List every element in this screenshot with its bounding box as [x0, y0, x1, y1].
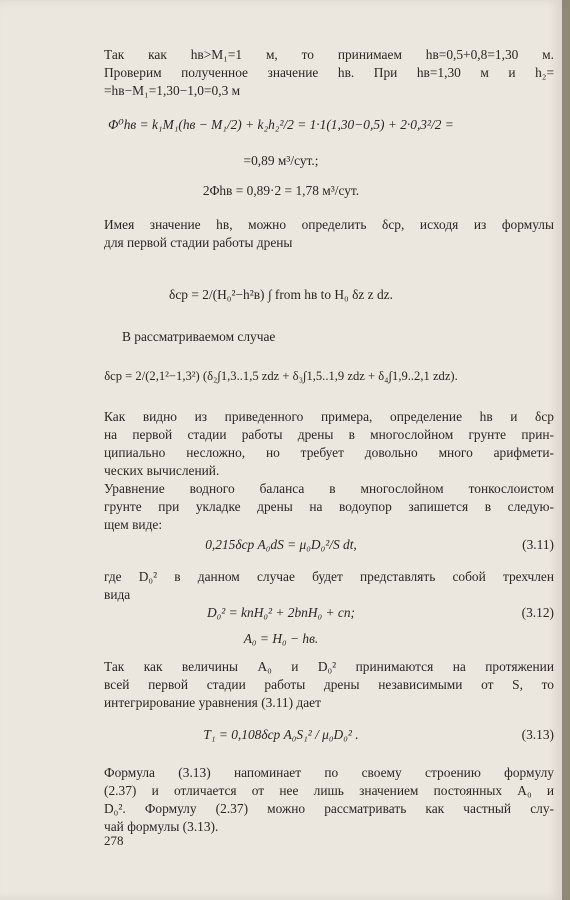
- equation-number: (3.12): [521, 605, 554, 620]
- page-number: 278: [104, 833, 124, 848]
- equation: D₀² = knH₀² + 2bnH₀ + cn;: [206, 605, 356, 620]
- text-line: чай формулы (3.13).: [104, 819, 219, 834]
- text-line: Формула (3.13) напоминает по своему строению формулу: [104, 765, 554, 780]
- page-edge: [562, 0, 570, 900]
- text-line: где D₀² в данном случае будет представлять собой трехчлен: [104, 569, 554, 584]
- text-line: Уравнение водного баланса в многослойном тонкослоистом: [104, 481, 554, 496]
- text-line: =hв−M₁=1,30−1,0=0,3 м: [104, 83, 241, 98]
- equation: A₀ = H₀ − hв.: [243, 631, 319, 646]
- text-line: всей первой стадии работы дрены независимыми от S, то: [104, 677, 554, 692]
- equation: =0,89 м³/сут.;: [243, 153, 319, 168]
- text-line: грунте при укладке дрены на водоупор запишется в следую-: [104, 499, 554, 514]
- equation: 0,215δср A₀dS = μ₀D₀²/S dt,: [205, 537, 357, 552]
- text-line: Проверим полученное значение hв. При hв=1,30 м и h₂=: [104, 65, 554, 80]
- text-line: Так как величины A₀ и D₀² принимаются на протяжении: [104, 659, 554, 674]
- equation: Φ⁰hв = k₁M₁(hв − M₁/2) + k₂h₂²/2 = 1·1(1,30−0,5) + 2·0,3²/2 =: [108, 117, 454, 132]
- text-line: щем виде:: [104, 517, 163, 532]
- text-line: (2.37) и отличается от нее лишь значением постоянных A₀ и: [104, 783, 554, 798]
- text-line: ципиально несложно, но требует довольно много арифмети-: [104, 445, 554, 460]
- equation: δср = 2/(H₀²−h²в) ∫ from hв to H₀ δz z dz.: [169, 287, 393, 302]
- text-line: Имея значение hв, можно определить δср, исходя из формулы: [104, 217, 554, 232]
- equation: T₁ = 0,108δср A₀S₁² / μ₀D₀² .: [203, 727, 359, 742]
- text-line: интегрирование уравнения (3.11) дает: [104, 695, 321, 710]
- text-line: для первой стадии работы дрены: [104, 235, 293, 250]
- equation: δср = 2/(2,1²−1,3²) (δ₂∫1,3..1,5 zdz + δ₃∫1,5..1,9 zdz + δ₄∫1,9..2,1 zdz).: [104, 369, 458, 383]
- text-line: ческих вычислений.: [104, 463, 220, 478]
- equation: 2Φhв = 0,89·2 = 1,78 м³/сут.: [202, 183, 360, 198]
- equation-number: (3.13): [521, 727, 554, 742]
- equation-number: (3.11): [522, 537, 554, 552]
- text-line: Как видно из приведенного примера, определение hв и δср: [104, 409, 554, 424]
- text-line: В рассматриваемом случае: [122, 329, 276, 344]
- text-line: вида: [104, 587, 131, 602]
- text-line: D₀². Формулу (2.37) можно рассматривать как частный слу-: [104, 801, 554, 816]
- text-line: на первой стадии работы дрены в многослойном грунте прин-: [104, 427, 554, 442]
- text-line: Так как hв>M₁=1 м, то принимаем hв=0,5+0,8=1,30 м.: [104, 47, 554, 62]
